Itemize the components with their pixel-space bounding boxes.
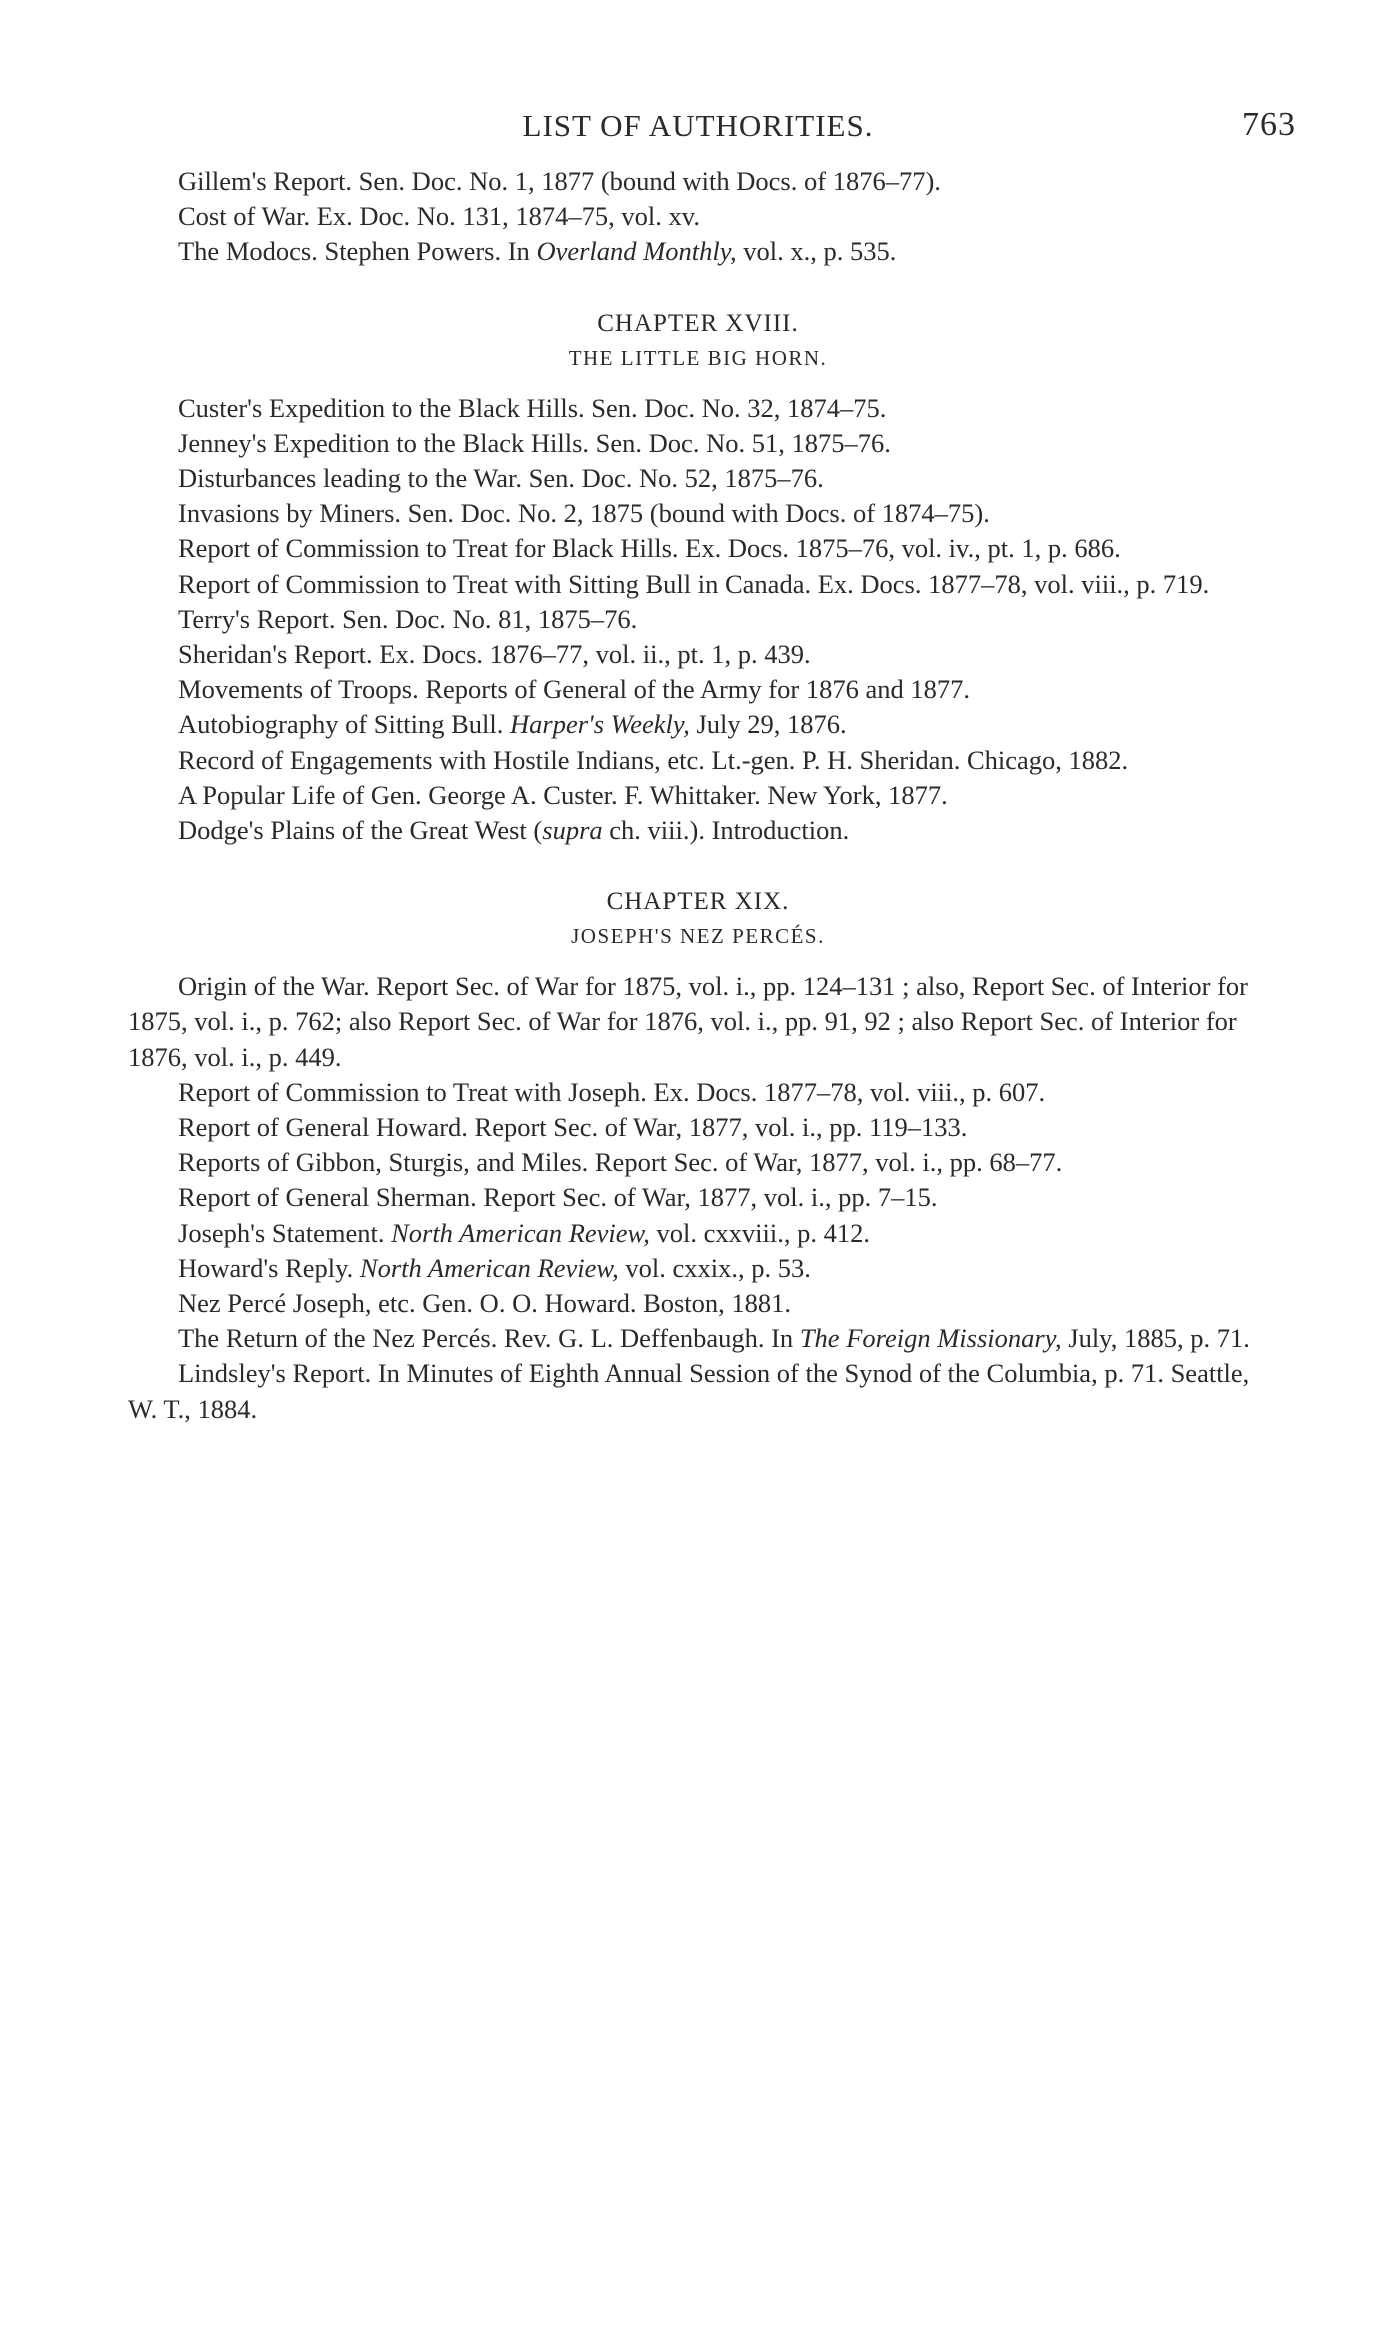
chapter-subheading: THE LITTLE BIG HORN. <box>568 345 828 370</box>
entry-text: vol. x., p. 535. <box>736 236 897 267</box>
entry-text: vol. cxxix., p. 53. <box>618 1252 811 1283</box>
bibliography-entry: Custer's Expedition to the Black Hills. Sen. Doc. No. 32, 1874–75. <box>178 392 887 423</box>
bibliography-entry: Lindsley's Report. In Minutes of Eighth Annual Session of the Synod of the Columbia, p. 71. Seattle, W. T., 1884. <box>128 1358 1250 1424</box>
periodical-title: Overland Monthly, <box>536 236 737 267</box>
intro-section <box>128 164 1268 270</box>
periodical-title: North American Review, <box>391 1217 650 1248</box>
bibliography-entry: Disturbances leading to the War. Sen. Doc. No. 52, 1875–76. <box>178 463 824 494</box>
bibliography-entry <box>128 707 1268 742</box>
entry-text: The Return of the Nez Percés. Rev. G. L. Deffenbaugh. In <box>178 1323 800 1354</box>
bibliography-entry: Jenney's Expedition to the Black Hills. Sen. Doc. No. 51, 1875–76. <box>178 427 891 458</box>
chapter-heading: CHAPTER XIX. <box>606 888 790 916</box>
bibliography-entry: Record of Engagements with Hostile Indians, etc. Lt.-gen. P. H. Sheridan. Chicago, 1882. <box>178 744 1129 775</box>
bibliography-entry <box>128 1251 1268 1286</box>
running-head <box>128 106 1296 148</box>
bibliography-entry: Sheridan's Report. Ex. Docs. 1876–77, vol. ii., pt. 1, p. 439. <box>178 639 811 670</box>
entry-text: Autobiography of Sitting Bull. <box>178 709 510 740</box>
entry-text: July, 1885, p. 71. <box>1061 1323 1250 1354</box>
entry-text: July 29, 1876. <box>689 709 847 740</box>
chapter-heading: CHAPTER XVIII. <box>597 309 799 337</box>
bibliography-entry: A Popular Life of Gen. George A. Custer. F. Whittaker. New York, 1877. <box>178 779 948 810</box>
bibliography-entry: Cost of War. Ex. Doc. No. 131, 1874–75, vol. xv. <box>178 201 700 232</box>
periodical-title: The Foreign Missionary, <box>799 1323 1062 1354</box>
entry-text: Howard's Reply. <box>178 1252 360 1283</box>
chapter-subheading: JOSEPH'S NEZ PERCÉS. <box>571 924 825 949</box>
entry-text: vol. cxxviii., p. 412. <box>649 1217 870 1248</box>
bibliography-entry <box>128 813 1268 848</box>
bibliography-entry <box>128 1321 1268 1356</box>
running-head-title: LIST OF AUTHORITIES. <box>522 108 874 143</box>
bibliography-entry: Gillem's Report. Sen. Doc. No. 1, 1877 (bound with Docs. of 1876–77). <box>178 166 941 196</box>
bibliography-entry: Report of General Sherman. Report Sec. of War, 1877, vol. i., pp. 7–15. <box>178 1182 938 1213</box>
bibliography-entry: Nez Percé Joseph, etc. Gen. O. O. Howard. Boston, 1881. <box>178 1288 792 1319</box>
bibliography-entry: Report of Commission to Treat with Sitting Bull in Canada. Ex. Docs. 1877–78, vol. viii., p. 719. <box>178 568 1210 599</box>
bibliography-entry: Movements of Troops. Reports of General of the Army for 1876 and 1877. <box>178 674 970 705</box>
bibliography-entry: Reports of Gibbon, Sturgis, and Miles. Report Sec. of War, 1877, vol. i., pp. 68–77. <box>178 1147 1063 1178</box>
bibliography-entry: Report of General Howard. Report Sec. of War, 1877, vol. i., pp. 119–133. <box>178 1112 968 1143</box>
page-number: 763 <box>1242 106 1296 143</box>
bibliography-entry: Origin of the War. Report Sec. of War for 1875, vol. i., pp. 124–131 ; also, Report Sec. of Interior for 1875, vol. i., p. 762; also Report Sec. of War for 1876, vol. i., pp. 91, 92 ; also Report Sec. of Interior for 1876, vol. i., p. 449. <box>128 971 1249 1072</box>
periodical-title: North American Review, <box>359 1252 619 1283</box>
document-page <box>128 106 1296 1427</box>
bibliography-entry <box>128 1216 1268 1251</box>
bibliography-entry: Report of Commission to Treat with Joseph. Ex. Docs. 1877–78, vol. viii., p. 607. <box>178 1076 1046 1107</box>
entry-text: Dodge's Plains of the Great West ( <box>178 815 543 846</box>
bibliography-entry: Invasions by Miners. Sen. Doc. No. 2, 1875 (bound with Docs. of 1874–75). <box>178 498 990 529</box>
chapter-19-entries <box>128 969 1268 1427</box>
bibliography-entry: Report of Commission to Treat for Black Hills. Ex. Docs. 1875–76, vol. iv., pt. 1, p. 686. <box>178 533 1121 564</box>
entry-text: ch. viii.). Introduction. <box>602 815 850 846</box>
entry-text: Joseph's Statement. <box>178 1217 392 1248</box>
chapter-18-entries <box>128 391 1268 849</box>
italic-term: supra <box>542 815 603 846</box>
entry-text: The Modocs. Stephen Powers. In <box>178 236 537 267</box>
bibliography-entry: Terry's Report. Sen. Doc. No. 81, 1875–76. <box>178 603 638 634</box>
bibliography-entry <box>128 234 1268 269</box>
periodical-title: Harper's Weekly, <box>510 709 690 740</box>
